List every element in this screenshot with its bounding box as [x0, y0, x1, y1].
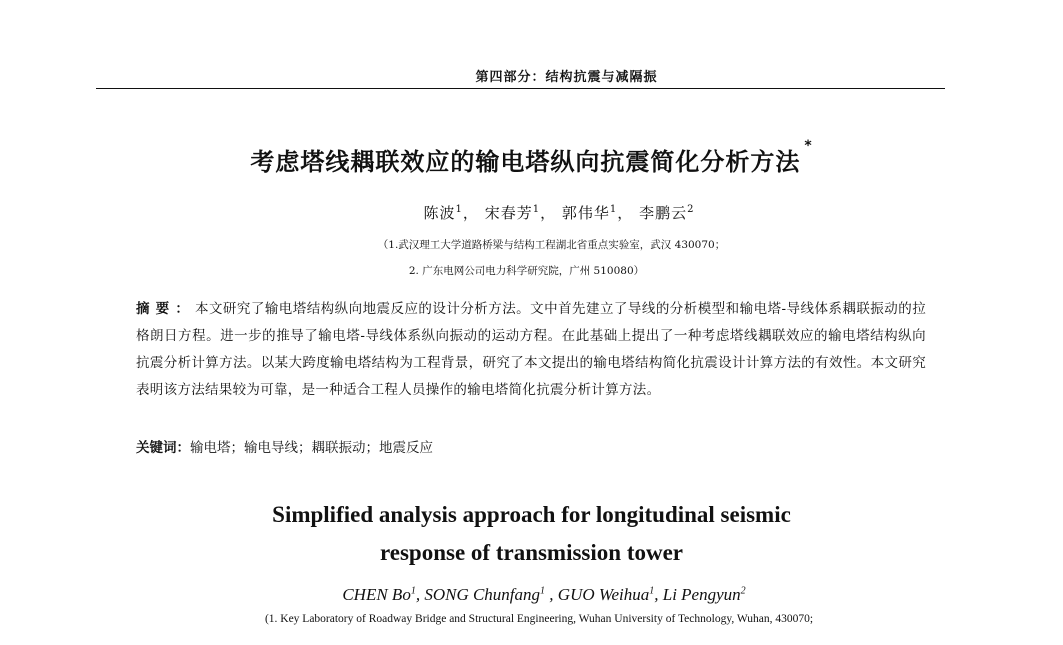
title-footnote-mark: * [804, 138, 813, 154]
keywords [136, 436, 433, 456]
author-cn: 陈波$^1$， [423, 204, 479, 222]
english-title-line-1: Simplified analysis approach for longitudinal seismic [272, 502, 791, 527]
running-header: 第四部分：结构抗震与减隔振 [475, 70, 658, 85]
author-en: GUO Weihua$^1$, [557, 585, 663, 604]
english-authors [0, 585, 1063, 605]
affiliation-cn-2: 2. 广东电网公司电力科学研究院，广州 510080） [408, 265, 645, 277]
author-cn: 李鹏云$^2$ [639, 204, 695, 222]
chinese-authors [0, 202, 1063, 223]
keywords-text: 输电塔；输电导线；耦联振动；地震反应 [190, 440, 433, 456]
author-cn: 郭伟华$^1$， [561, 204, 634, 222]
chinese-title-text: 考虑塔线耦联效应的输电塔纵向抗震简化分析方法 [250, 148, 801, 176]
abstract-text: 本文研究了输电塔结构纵向地震反应的设计分析方法。文中首先建立了导线的分析模型和输电塔-导线体系耦联振动的拉格朗日方程。进一步的推导了输电塔-导线体系纵向振动的运动方程。在此基础上提出了一种考虑塔线耦联效应的输电塔结构纵向抗震分析计算方法。以某大跨度输电塔结构为工程背景，研究了本文提出的输电塔结构简化抗震设计计算方法的有效性。本文研究表明该方法结果较为可靠，是一种适合工程人员操作的输电塔简化抗震分析计算方法。 [136, 301, 926, 398]
keywords-label: 关键词： [136, 440, 190, 456]
header-rule [96, 88, 945, 89]
english-title-line-2: response of transmission tower [379, 540, 684, 565]
author-en: SONG Chunfang$^1$ , [424, 585, 558, 604]
author-en: CHEN Bo$^1$, [342, 585, 425, 604]
affiliation-cn-1: （1.武汉理工大学道路桥梁与结构工程湖北省重点实验室，武汉 430070； [377, 239, 726, 251]
author-cn: 宋春芳$^1$， [484, 204, 557, 222]
affiliation-en: (1. Key Laboratory of Roadway Bridge and Structural Engineering, Wuhan University of Technology, Wuhan, 430070; [264, 613, 814, 625]
abstract [136, 296, 926, 404]
chinese-title [0, 138, 1063, 177]
author-en: Li Pengyun$^2$ [662, 585, 746, 604]
abstract-label: 摘要： [136, 301, 195, 317]
